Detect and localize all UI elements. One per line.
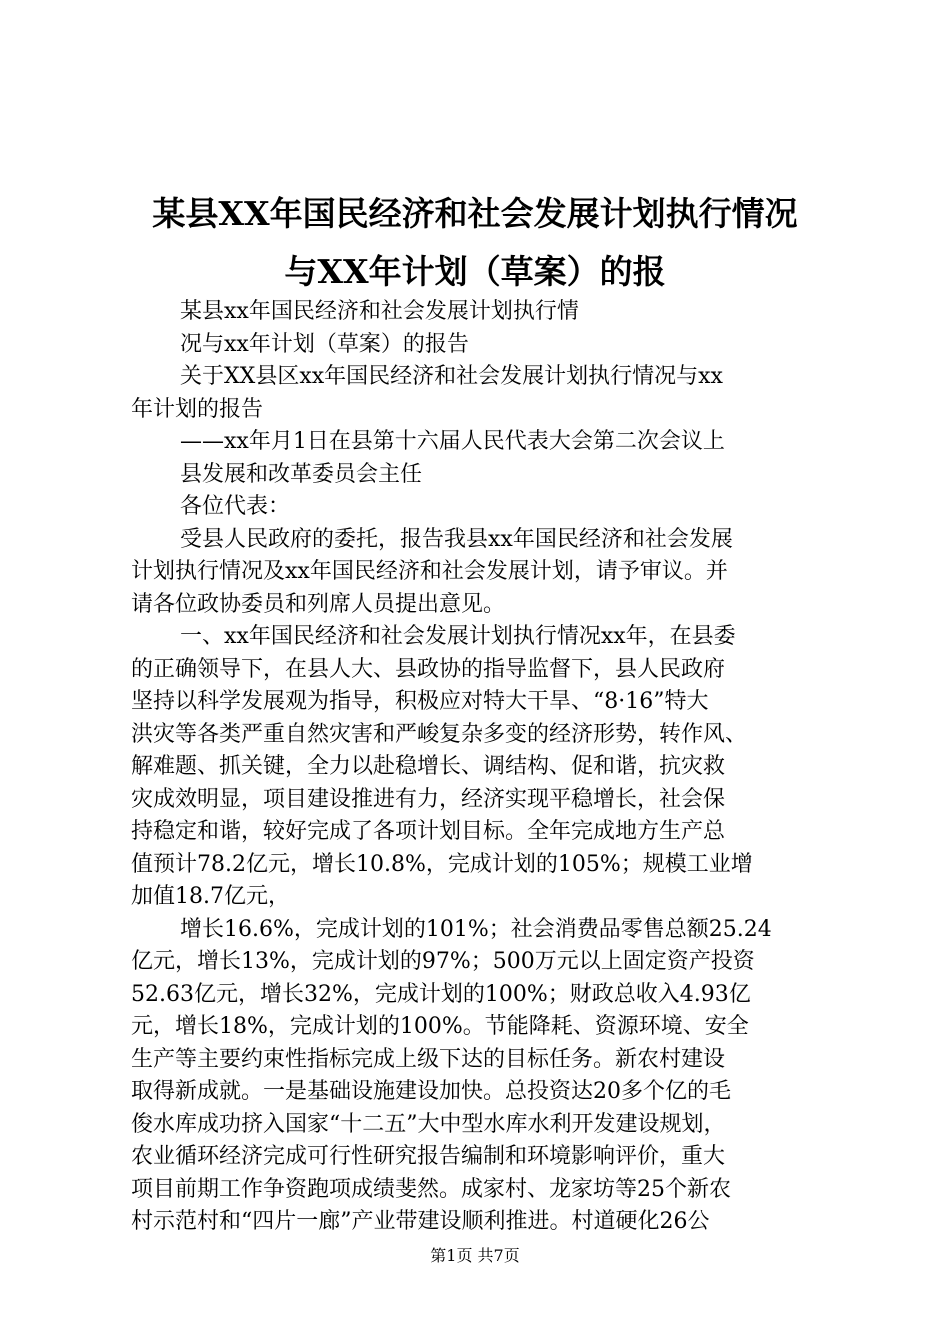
body-line: 值预计78.2亿元，增长10.8%，完成计划的105%；规模工业增: [131, 851, 753, 877]
body-line: 各位代表：: [180, 494, 291, 519]
body-line: 持稳定和谐，较好完成了各项计划目标。全年完成地方生产总: [131, 819, 726, 844]
body-line: 受县人民政府的委托，报告我县xx年国民经济和社会发展: [180, 526, 733, 552]
body-line: 农业循环经济完成可行性研究报告编制和环境影响评价，重大: [131, 1144, 726, 1169]
body-line: 村示范村和“四片一廊”产业带建设顺利推进。村道硬化26公: [131, 1209, 710, 1234]
body-line: 生产等主要约束性指标完成上级下达的目标任务。新农村建设: [131, 1046, 726, 1072]
body-line: 元，增长18%，完成计划的100%。节能降耗、资源环境、安全: [131, 1014, 749, 1039]
body-line: 解难题、抓关键，全力以赴稳增长、调结构、促和谐，抗灾救: [131, 754, 726, 779]
body-line: ——xx年月1日在县第十六届人民代表大会第二次会议上: [180, 429, 725, 454]
document-title-line-1: 某县XX年国民经济和社会发展计划执行情况: [152, 194, 798, 233]
body-line: 请各位政协委员和列席人员提出意见。: [131, 591, 506, 617]
body-line: 项目前期工作争资跑项成绩斐然。成家村、龙家坊等25个新农: [131, 1176, 731, 1202]
body-line: 一、xx年国民经济和社会发展计划执行情况xx年，在县委: [180, 624, 736, 649]
body-line: 灾成效明显，项目建设推进有力，经济实现平稳增长，社会保: [131, 786, 726, 812]
body-line: 洪灾等各类严重自然灾害和严峻复杂多变的经济形势，转作风、: [131, 721, 748, 747]
body-line: 坚持以科学发展观为指导，积极应对特大干旱、“8·16”特大: [131, 689, 709, 714]
body-line: 的正确领导下，在县人大、县政协的指导监督下，县人民政府: [131, 656, 726, 682]
body-line: 取得新成就。一是基础设施建设加快。总投资达20多个亿的毛: [131, 1079, 731, 1104]
body-line: 某县xx年国民经济和社会发展计划执行情: [180, 299, 579, 324]
body-line: 增长16.6%，完成计划的101%；社会消费品零售总额25.24: [180, 916, 772, 942]
body-line: 计划执行情况及xx年国民经济和社会发展计划，请予审议。并: [131, 559, 728, 584]
body-line: 关于XX县区xx年国民经济和社会发展计划执行情况与xx: [180, 364, 723, 389]
body-line: 加值18.7亿元，: [131, 884, 290, 909]
body-line: 亿元，增长13%，完成计划的97%；500万元以上固定资产投资: [131, 949, 755, 974]
body-line: 52.63亿元，增长32%，完成计划的100%；财政总收入4.93亿: [131, 981, 751, 1007]
body-line: 县发展和改革委员会主任: [180, 461, 423, 487]
body-line: 年计划的报告: [131, 396, 264, 422]
body-line: 俊水库成功挤入国家“十二五”大中型水库水利开发建设规划，: [131, 1111, 726, 1137]
document-body: [131, 296, 841, 1239]
document-title-line-2: 与XX年计划（草案）的报: [284, 252, 666, 291]
page-number-footer: 第1页 共7页: [430, 1246, 520, 1265]
body-line: 况与xx年计划（草案）的报告: [180, 331, 469, 357]
